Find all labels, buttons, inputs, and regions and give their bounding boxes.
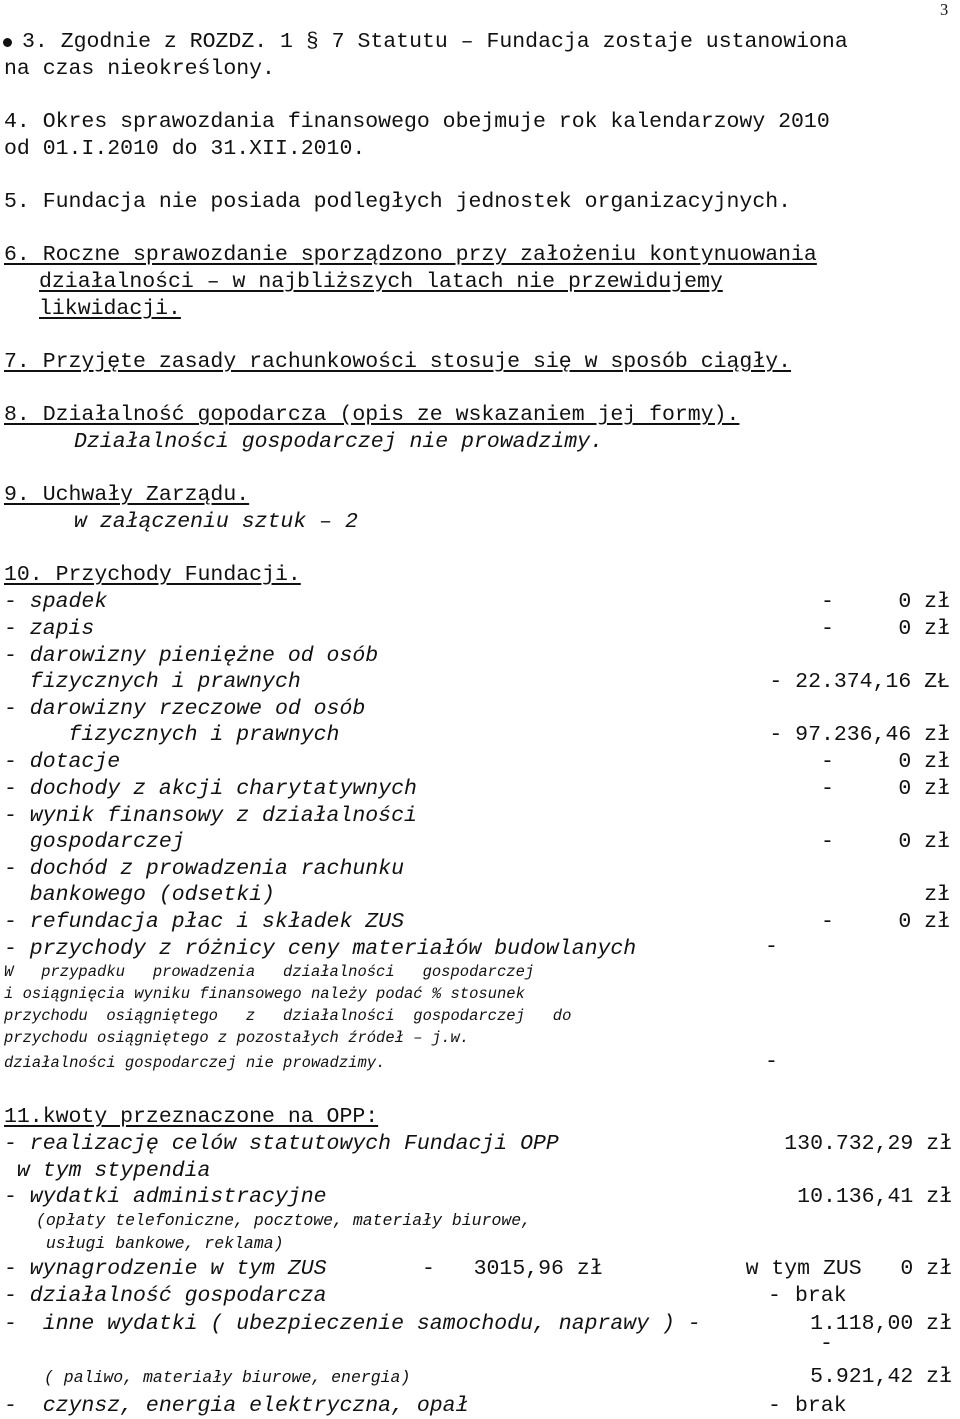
income-refundacja: - refundacja płac i składek ZUS — [4, 910, 404, 934]
opp-czynsz-value: brak — [795, 1394, 847, 1418]
opp-admin-note-2: usługi bankowe, reklama) — [36, 1234, 284, 1253]
opp-admin: - wydatki administracyjne — [4, 1185, 327, 1209]
income-darowizny-rzeczowe-2: fizycznych i prawnych — [4, 723, 340, 747]
income-dotacje-value: - 0 zł — [820, 750, 950, 774]
item-4-line-1: 4. Okres sprawozdania finansowego obejmuje rok kalendarzowy 2010 — [4, 110, 830, 134]
opp-inne-dash: - — [820, 1332, 833, 1356]
income-dotacje: - dotacje — [4, 750, 121, 774]
income-refundacja-value: - 0 zł — [820, 910, 950, 934]
income-note-line-1: W przypadku prowadzenia działalności gospodarczej — [4, 963, 535, 981]
item-9: 9. Uchwały Zarządu. — [4, 483, 250, 507]
income-odsetki-value: zł — [924, 883, 950, 907]
income-wynik-1: - wynik finansowy z działalności — [4, 804, 417, 828]
income-spadek: - spadek — [4, 590, 108, 614]
income-note-line-3: przychodu osiągniętego z działalności gospodarczej do — [4, 1007, 572, 1025]
opp-paliwo: ( paliwo, materiały biurowe, energia) — [44, 1368, 411, 1387]
opp-heading: 11.kwoty przeznaczone na OPP: — [4, 1105, 379, 1129]
income-wynik-value: - 0 zł — [820, 830, 950, 854]
income-odsetki-2: bankowego (odsetki) — [4, 883, 275, 907]
income-roznica-ceny-value: - — [765, 935, 778, 959]
opp-inne-wydatki-value: 1.118,00 zł — [810, 1312, 952, 1336]
income-note-line-2: i osiągnięcia wyniku finansowego należy podać % stosunek — [4, 985, 525, 1003]
income-note-line-5: działalności gospodarczej nie prowadzimy. — [4, 1054, 386, 1072]
item-6-line-3: likwidacji. — [39, 297, 181, 321]
page-number: 3 — [940, 0, 949, 19]
opp-stypendia: w tym stypendia — [4, 1159, 211, 1183]
item-8-note: Działalności gospodarczej nie prowadzimy. — [74, 430, 603, 454]
income-darowizny-pieniezne-value: - 22.374,16 ZŁ — [769, 670, 950, 694]
income-note-line-4: przychodu osiągniętego z pozostałych źródeł – j.w. — [4, 1029, 470, 1047]
opp-dzialalnosc-value: brak — [795, 1284, 847, 1308]
item-9-note: w załączeniu sztuk – 2 — [74, 510, 358, 534]
bullet-icon — [3, 38, 12, 47]
opp-wynagrodzenie-zus: w tym ZUS 0 zł — [745, 1257, 952, 1281]
income-spadek-value: - 0 zł — [820, 590, 950, 614]
opp-inne-wydatki: - inne wydatki ( ubezpieczenie samochodu, naprawy ) - — [4, 1312, 701, 1336]
item-10-heading: 10. Przychody Fundacji. — [4, 563, 301, 587]
item-3-line-1: 3. Zgodnie z ROZDZ. 1 § 7 Statutu – Fundacja zostaje ustanowiona — [22, 30, 848, 54]
income-wynik-2: gospodarczej — [4, 830, 185, 854]
opp-wynagrodzenie: - wynagrodzenie w tym ZUS — [4, 1257, 327, 1281]
item-6-line-1: 6. Roczne sprawozdanie sporządzono przy założeniu kontynuowania — [4, 243, 817, 267]
income-odsetki-1: - dochód z prowadzenia rachunku — [4, 857, 404, 881]
opp-realizacje-value: 130.732,29 zł — [784, 1132, 952, 1156]
opp-admin-value: 10.136,41 zł — [797, 1185, 952, 1209]
item-6-line-2: działalności – w najbliższych latach nie przewidujemy — [39, 270, 723, 294]
income-roznica-ceny: - przychody z różnicy ceny materiałów budowlanych — [4, 937, 637, 961]
opp-czynsz-dash: - — [768, 1394, 781, 1418]
income-zapis: - zapis — [4, 617, 95, 641]
item-3-line-2: na czas nieokreślony. — [4, 57, 275, 81]
income-darowizny-pieniezne-1: - darowizny pieniężne od osób — [4, 644, 379, 668]
income-darowizny-pieniezne-2: fizycznych i prawnych — [4, 670, 301, 694]
income-note-value: - — [765, 1050, 778, 1074]
item-7: 7. Przyjęte zasady rachunkowości stosuje się w sposób ciągły. — [4, 350, 792, 374]
income-dochody-akcji-value: - 0 zł — [820, 777, 950, 801]
opp-realizacje: - realizację celów statutowych Fundacji OPP — [4, 1132, 559, 1156]
opp-admin-note-1: (opłaty telefoniczne, pocztowe, materiały biurowe, — [36, 1211, 532, 1230]
income-dochody-akcji: - dochody z akcji charytatywnych — [4, 777, 417, 801]
income-zapis-value: - 0 zł — [820, 617, 950, 641]
item-4-line-2: od 01.I.2010 do 31.XII.2010. — [4, 137, 366, 161]
opp-dzialalnosc-dash: - — [768, 1284, 781, 1308]
income-darowizny-rzeczowe-1: - darowizny rzeczowe od osób — [4, 697, 366, 721]
opp-czynsz: - czynsz, energia elektryczna, opał — [4, 1394, 469, 1418]
income-darowizny-rzeczowe-value: - 97.236,46 zł — [769, 723, 950, 747]
opp-dzialalnosc: - działalność gospodarcza — [4, 1284, 327, 1308]
opp-wynagrodzenie-value: - 3015,96 zł — [422, 1257, 603, 1281]
item-5: 5. Fundacja nie posiada podległych jednostek organizacyjnych. — [4, 190, 792, 214]
item-8: 8. Działalność gopodarcza (opis ze wskazaniem jej formy). — [4, 403, 740, 427]
opp-paliwo-value: 5.921,42 zł — [810, 1365, 952, 1389]
